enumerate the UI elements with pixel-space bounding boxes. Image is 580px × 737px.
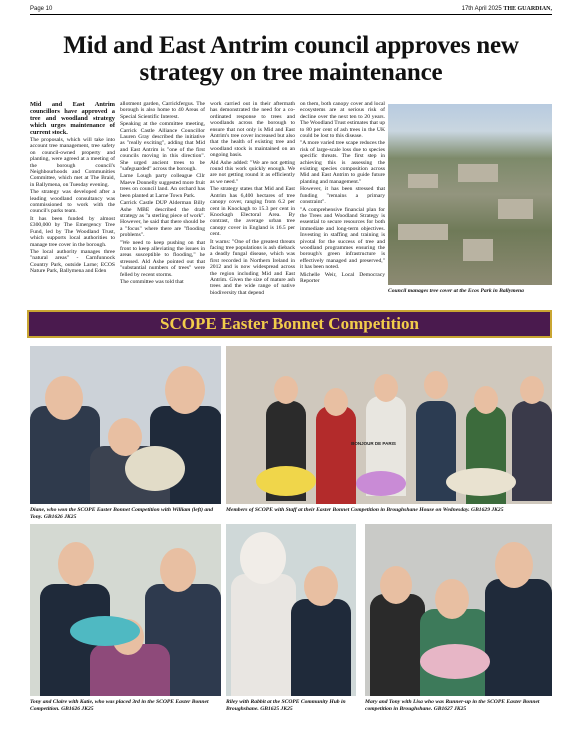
photo5-caption: Mary and Tony with Lisa who was Runner-up in the SCOPE Easter Bonnet competition in Broughshane. GB1627 JK25: [365, 699, 540, 712]
photo-katie-third: [30, 524, 221, 696]
photo1-caption: Diane, who won the SCOPE Easter Bonnet Competition with William (left) and Tony. GB1626 JK25: [30, 507, 214, 520]
aerial-park-photo: [388, 104, 552, 285]
paragraph: work carried out in their aftermath has demonstrated the need for a co-ordinated response to trees and woodlands across the borough to ensure that not only is Mid and East Antrim's tree cover increased but also that the health of existing tree and woodland stock is maintained on an ongoing basis.: [210, 101, 295, 159]
article-column-4: [300, 101, 385, 331]
paragraph: It warns: "One of the greatest threats facing tree populations is ash dieback a deadly fungal disease, which was first recorded in Northern Ireland in 2012 and is now widespread across the region including Mid and East Antrim. Given the size of mature ash trees and the wide range of native biodiversity that depend: [210, 238, 295, 296]
paragraph: The proposals, which will take into account tree management, tree safety on council-owned property and planting, were agreed at a meeting of the borough council's Neighbourhoods and Communities Committee, which met at The Braid, in Ballymena, on Tuesday evening.: [30, 137, 115, 188]
paragraph: Ald Ashe added: "We are not getting round this work quickly enough. We are not getting round it as efficiently as we need.": [210, 159, 295, 185]
page-number: Page 10: [30, 6, 53, 12]
paragraph: The strategy was developed after a leading woodland consultancy was commissioned to work with the council's parks team.: [30, 189, 115, 215]
photo-scope-members: [226, 346, 552, 504]
paragraph: The committee was told that: [120, 278, 184, 285]
paper-name: THE GUARDIAN,: [503, 6, 552, 12]
article-column-2: [120, 101, 205, 331]
photo3-caption: Tony and Claire with Katie, who was placed 3rd in the SCOPE Easter Bonnet Competition. GB1626 JK25: [30, 699, 209, 712]
article-body: [30, 101, 385, 331]
bonnet-sign: BONJOUR DE PARIS: [351, 441, 396, 446]
reporter-byline: Michelle Weir, Local Democracy Reporter: [300, 271, 385, 284]
paragraph: "A comprehensive financial plan for the Trees and Woodland Strategy is essential to secure resources for both immediate and long-term objectives. Investing in staffing and training is pivotal for the success of tree and woodland programmes ensuring the borough's green infrastructure is effectively managed and preserved," it has been noted.: [300, 206, 385, 271]
headline: Mid and East Antrim council approves new strategy on tree maintenance: [63, 32, 519, 86]
photo-riley-rabbit: [226, 524, 356, 696]
paragraph: Larne Lough party colleague Cllr Maeve Donnelly suggested more fruit trees on council land. An orchard has been planted at Larne Town Park.: [120, 173, 205, 199]
article-column-1: [30, 101, 115, 331]
paragraph: Speaking at the committee meeting, Carrick Castle Alliance Councillor Lauren Gray described the initiative as "really exciting", adding that Mid and East Antrim is "one of the first councils moving in this direction". She urged ancient trees to be "safeguarded" across the borough.: [120, 121, 205, 173]
aerial-caption: Council manages tree cover at the Ecos Park in Ballymena: [388, 288, 524, 294]
photo2-caption: Members of SCOPE with Staff at their Easter Bonnet Competition in Broughshane House on Wednesday. GB1629 JK25: [226, 507, 504, 513]
photo4-caption: Riley with Rabbit at the SCOPE Community Hub in Broughshane. GB1625 JK25: [226, 699, 346, 712]
paragraph: However, it has been stressed that funding "remains a primary constraint".: [300, 186, 385, 206]
header-rule: [30, 14, 552, 15]
paragraph: allotment garden, Carrickfergus. The borough is also home to 40 Areas of Special Scientific Interest.: [120, 101, 205, 120]
paragraph: on them, both canopy cover and local ecosystems are at serious risk of decline over the next ten to 20 years. The Woodland Trust estimates that up to 80 per cent of ash trees in the UK could be lost to this disease.: [300, 101, 385, 140]
paragraph: The local authority manages three "natural areas" - Carnfunnock Country Park, outside Larne; ECOS Nature Park, Ballymena and Eden: [30, 248, 115, 275]
article-lead: Mid and East Antrim councillors have approved a tree and woodland strategy which urges maintenance of current stock.: [30, 101, 115, 136]
paragraph: Carrick Castle DUP Alderman Billy Ashe MBE described the draft strategy as "a sterling piece of work". However, he said that there should be a "focus" where there are "flooding problems".: [120, 200, 205, 239]
banner-title: SCOPE Easter Bonnet Competition: [160, 314, 419, 333]
photo-lisa-runner-up: [365, 524, 552, 696]
paragraph: The strategy states that Mid and East Antrim has 6,400 hectares of tree canopy cover, ranging from 6.2 per cent in Knockagh to 15.3 per cent in Knockagh Electoral Area. By contrast, the average urban tree canopy cover in England is 16.5 per cent.: [210, 186, 295, 238]
scope-banner: [27, 310, 552, 338]
paragraph: It has been funded by almost £300,000 by The Emergency Tree Fund, led by The Woodland Trust, which supports local authorities to manage tree cover in the borough.: [30, 215, 115, 248]
paragraph: "We need to keep pushing on that front to keep alleviating the issues in areas susceptible to flooding," he stressed. Ald Ashe pointed out that "substantial numbers of trees" were felled by recent storms.: [120, 239, 205, 278]
paragraph: "A more varied tree scape reduces the risk of large-scale loss due to species specific threats. The first step in achieving this is assessing the existing species composition across Mid and East Antrim to guide future planting and management.": [300, 140, 385, 185]
photo-diane-bonnet: [30, 346, 221, 504]
masthead-date: 17th April 2025 THE GUARDIAN,: [461, 6, 552, 12]
article-column-3: [210, 101, 295, 331]
